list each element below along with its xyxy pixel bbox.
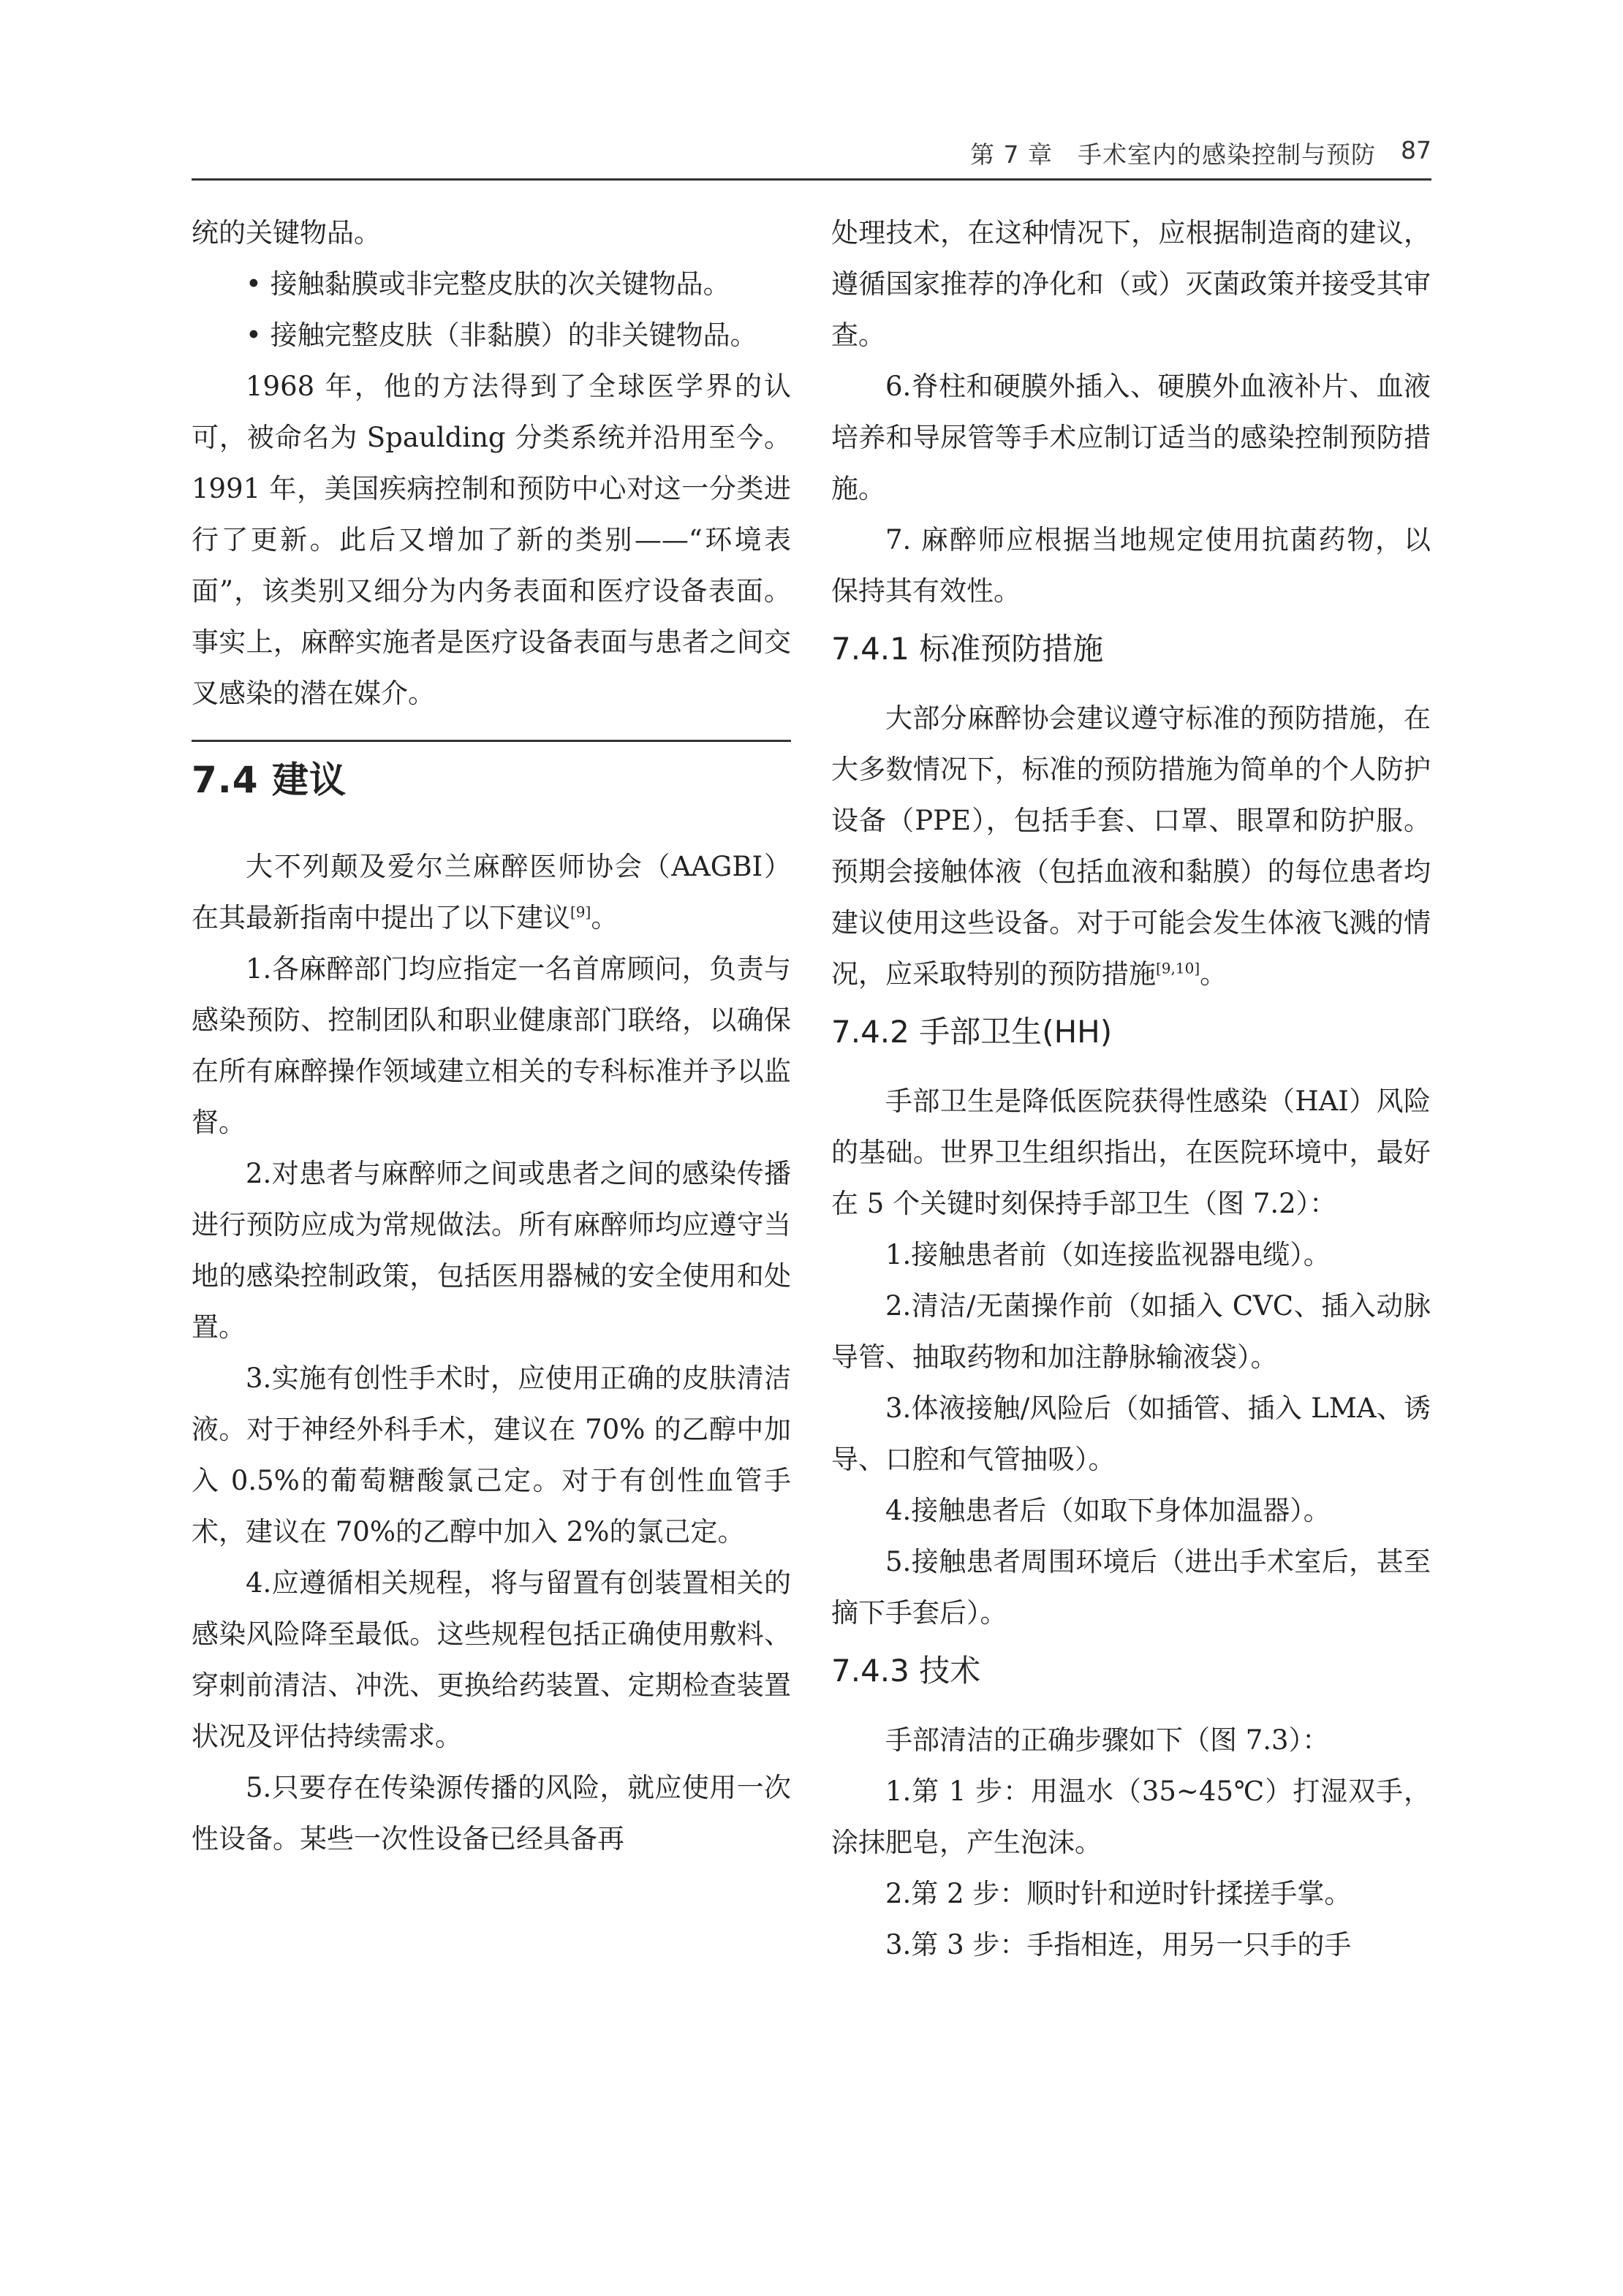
subsection-heading: 7.4.2 手部卫生(HH) — [831, 1014, 1113, 1050]
recommendation-item: 3.实施有创性手术时，应使用正确的皮肤清洁液。对于神经外科手术，建议在 70% 的乙醇中加入 0.5%的葡萄糖酸氯己定。对于有创性血管手术，建议在 70%的乙醇中加入 2%的氯己定。 — [192, 1363, 791, 1547]
technique-step: 1.第 1 步：用温水（35~45℃）打湿双手，涂抹肥皂，产生泡沫。 — [831, 1776, 1431, 1858]
paragraph: 处理技术，在这种情况下，应根据制造商的建议，遵循国家推荐的净化和（或）灭菌政策并接受其审查。 — [831, 217, 1431, 351]
header-rule — [192, 178, 1431, 181]
recommendation-item: 5.只要存在传染源传播的风险，就应使用一次性设备。某些一次性设备已经具备再 — [192, 1772, 791, 1854]
recommendation-item: 7. 麻醉师应根据当地规定使用抗菌药物，以保持其有效性。 — [831, 524, 1431, 607]
citation: [9] — [570, 903, 591, 921]
hand-hygiene-moment: 3.体液接触/风险后（如插管、插入 LMA、诱导、口腔和气管抽吸）。 — [831, 1393, 1431, 1475]
hand-hygiene-moment: 2.清洁/无菌操作前（如插入 CVC、插入动脉导管、抽取药物和加注静脉输液袋）。 — [831, 1290, 1431, 1373]
subsection-heading: 7.4.3 技术 — [831, 1653, 981, 1689]
hand-hygiene-moment: 1.接触患者前（如连接监视器电缆）。 — [885, 1239, 1331, 1270]
paragraph-text: 大部分麻醉协会建议遵守标准的预防措施，在大多数情况下，标准的预防措施为简单的个人防护设备（PPE），包括手套、口罩、眼罩和防护服。预期会接触体液（包括血液和黏膜）的每位患者均建议使用这些设备。对于可能会发生体液飞溅的情况，应采取特别的预防措施 — [831, 702, 1431, 990]
hand-hygiene-moment: 4.接触患者后（如取下身体加温器）。 — [885, 1495, 1331, 1526]
section-heading: 7.4 建议 — [192, 759, 347, 801]
paragraph: 手部卫生是降低医院获得性感染（HAI）风险的基础。世界卫生组织指出，在医院环境中，最好在 5 个关键时刻保持手部卫生（图 7.2）： — [831, 1086, 1431, 1219]
bullet-item: • 接触黏膜或非完整皮肤的次关键物品。 — [246, 268, 730, 300]
paragraph-text: 大不列颠及爱尔兰麻醉医师协会（AAGBI）在其最新指南中提出了以下建议 — [192, 851, 791, 933]
paragraph-end: 。 — [1200, 958, 1227, 990]
technique-step: 2.第 2 步：顺时针和逆时针揉搓手掌。 — [885, 1878, 1352, 1909]
paragraph: 1968 年，他的方法得到了全球医学界的认可，被命名为 Spaulding 分类系统并沿用至今。1991 年，美国疾病控制和预防中心对这一分类进行了更新。此后又增加了新的类别——“环境表面”，该类别又细分为内务表面和医疗设备表面。事实上，麻醉实施者是医疗设备表面与患者之间交叉感染的潜在媒介。 — [192, 371, 791, 709]
bullet-item: • 接触完整皮肤（非黏膜）的非关键物品。 — [246, 319, 757, 351]
citation: [9,10] — [1156, 959, 1200, 977]
recommendation-item: 4.应遵循相关规程，将与留置有创装置相关的感染风险降至最低。这些规程包括正确使用敷料、穿刺前清洁、冲洗、更换给药装置、定期检查装置状况及评估持续需求。 — [192, 1567, 791, 1752]
paragraph: 统的关键物品。 — [192, 217, 381, 249]
technique-step: 3.第 3 步：手指相连，用另一只手的手 — [885, 1929, 1352, 1960]
subsection-heading: 7.4.1 标准预防措施 — [831, 631, 1104, 667]
paragraph: 手部清洁的正确步骤如下（图 7.3）： — [885, 1724, 1330, 1756]
recommendation-item: 6.脊柱和硬膜外插入、硬膜外血液补片、血液培养和导尿管等手术应制订适当的感染控制预防措施。 — [831, 371, 1431, 504]
right-column — [831, 208, 1431, 1971]
chapter-title: 第 7 章 手术室内的感染控制与预防 — [970, 140, 1376, 169]
recommendation-item: 1.各麻醉部门均应指定一名首席顾问，负责与感染预防、控制团队和职业健康部门联络，以确保在所有麻醉操作领域建立相关的专科标准并予以监督。 — [192, 953, 791, 1138]
hand-hygiene-moment: 5.接触患者周围环境后（进出手术室后，甚至摘下手套后）。 — [831, 1546, 1431, 1629]
page-number: 87 — [1401, 136, 1431, 164]
left-column — [192, 208, 791, 1865]
running-header — [192, 130, 1431, 174]
section-rule — [192, 740, 791, 742]
paragraph-end: 。 — [591, 902, 618, 933]
recommendation-item: 2.对患者与麻醉师之间或患者之间的感染传播进行预防应成为常规做法。所有麻醉师均应遵守当地的感染控制政策，包括医用器械的安全使用和处置。 — [192, 1158, 791, 1343]
paragraph — [192, 841, 791, 944]
paragraph — [831, 693, 1431, 1000]
